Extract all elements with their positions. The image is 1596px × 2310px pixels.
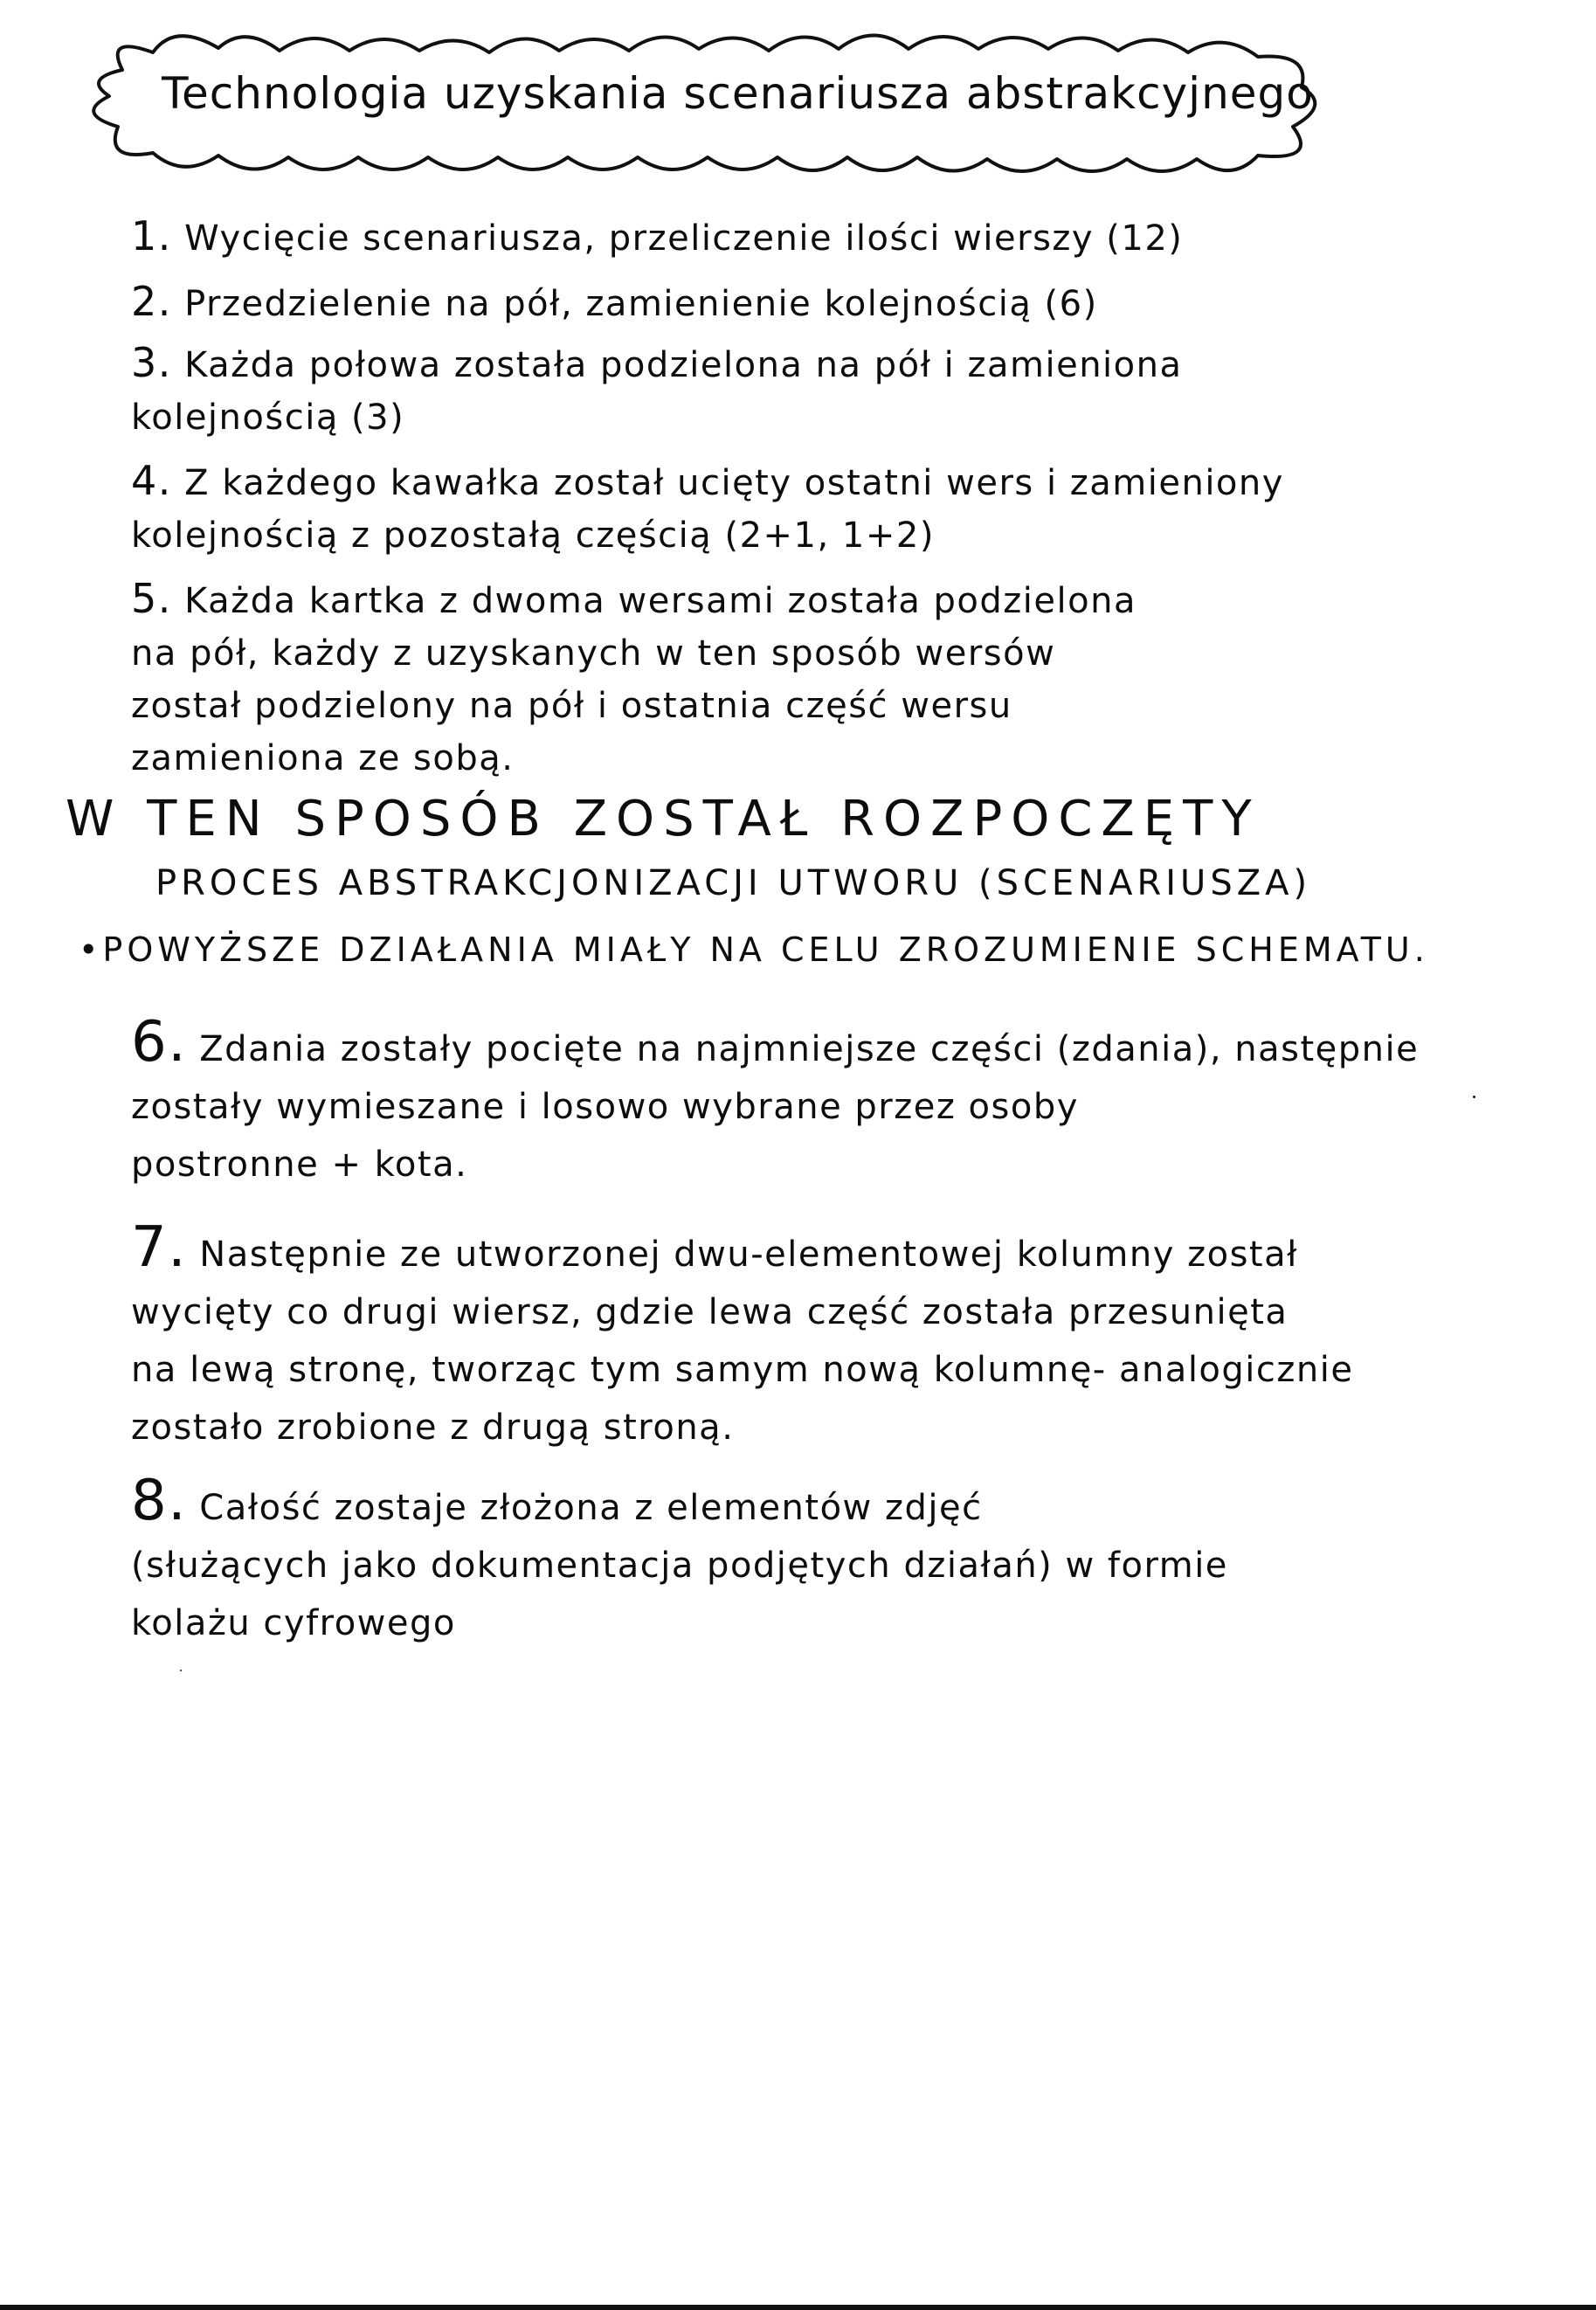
step-number: 4. — [131, 457, 172, 504]
scan-bottom-edge — [0, 2305, 1596, 2310]
step-number: 1. — [131, 212, 172, 259]
step-7 — [131, 1215, 1572, 1456]
step-number: 2. — [131, 278, 172, 325]
step-text: Przedzielenie na pół, zamienienie kolejnością (6) — [184, 284, 1098, 324]
step-8 — [131, 1469, 1572, 1652]
step-text: Zdania zostały pocięte na najmniejsze części (zdania), następnie zostały wymieszane i losowo wybrane przez osoby postronne + kota. — [131, 1029, 1420, 1185]
step-number: 7. — [131, 1215, 188, 1280]
step-text: Każda kartka z dwoma wersami została podzielona na pół, każdy z uzyskanych w ten sposób wersów został podzielony na pół i ostatnia część wersu zamieniona ze sobą. — [131, 581, 1137, 778]
step-5 — [131, 572, 1529, 785]
step-text: Każda połowa została podzielona na pół i zamieniona kolejnością (3) — [131, 345, 1183, 438]
step-text: Z każdego kawałka został ucięty ostatni wers i zamieniony kolejnością z pozostałą częścią (2+1, 1+2) — [131, 463, 1284, 556]
step-4 — [131, 454, 1529, 562]
summary-line-1: W TEN SPOSÓB ZOSTAŁ ROZPOCZĘTY — [66, 791, 1261, 847]
summary-line-2: PROCES ABSTRAKCJONIZACJI UTWORU (SCENARIUSZA) — [155, 863, 1312, 903]
step-number: 5. — [131, 575, 172, 622]
step-text: Całość zostaje złożona z elementów zdjęć (służących jako dokumentacja podjętych działań) w formie kolażu cyfrowego — [131, 1488, 1228, 1643]
summary-line-3: •POWYŻSZE DZIAŁANIA MIAŁY NA CELU ZROZUMIENIE SCHEMATU. — [79, 930, 1429, 969]
step-3 — [131, 336, 1529, 444]
step-2 — [131, 275, 1529, 330]
step-text: Następnie ze utworzonej dwu-elementowej kolumny został wycięty co drugi wiersz, gdzie lewa część została przesunięta na lewą stronę, tworząc tym samym nową kolumnę- analogicznie zostało zrobione z drugą stroną. — [131, 1235, 1354, 1448]
step-text: Wycięcie scenariusza, przeliczenie ilości wierszy (12) — [184, 218, 1184, 259]
page-title: Technologia uzyskania scenariusza abstrakcyjnego — [162, 68, 1314, 119]
scan-speck — [1473, 1096, 1475, 1098]
step-6 — [131, 1010, 1572, 1193]
step-number: 8. — [131, 1469, 188, 1533]
step-1 — [131, 210, 1529, 265]
step-number: 3. — [131, 339, 172, 386]
step-number: 6. — [131, 1010, 188, 1075]
scan-speck — [180, 1670, 182, 1671]
